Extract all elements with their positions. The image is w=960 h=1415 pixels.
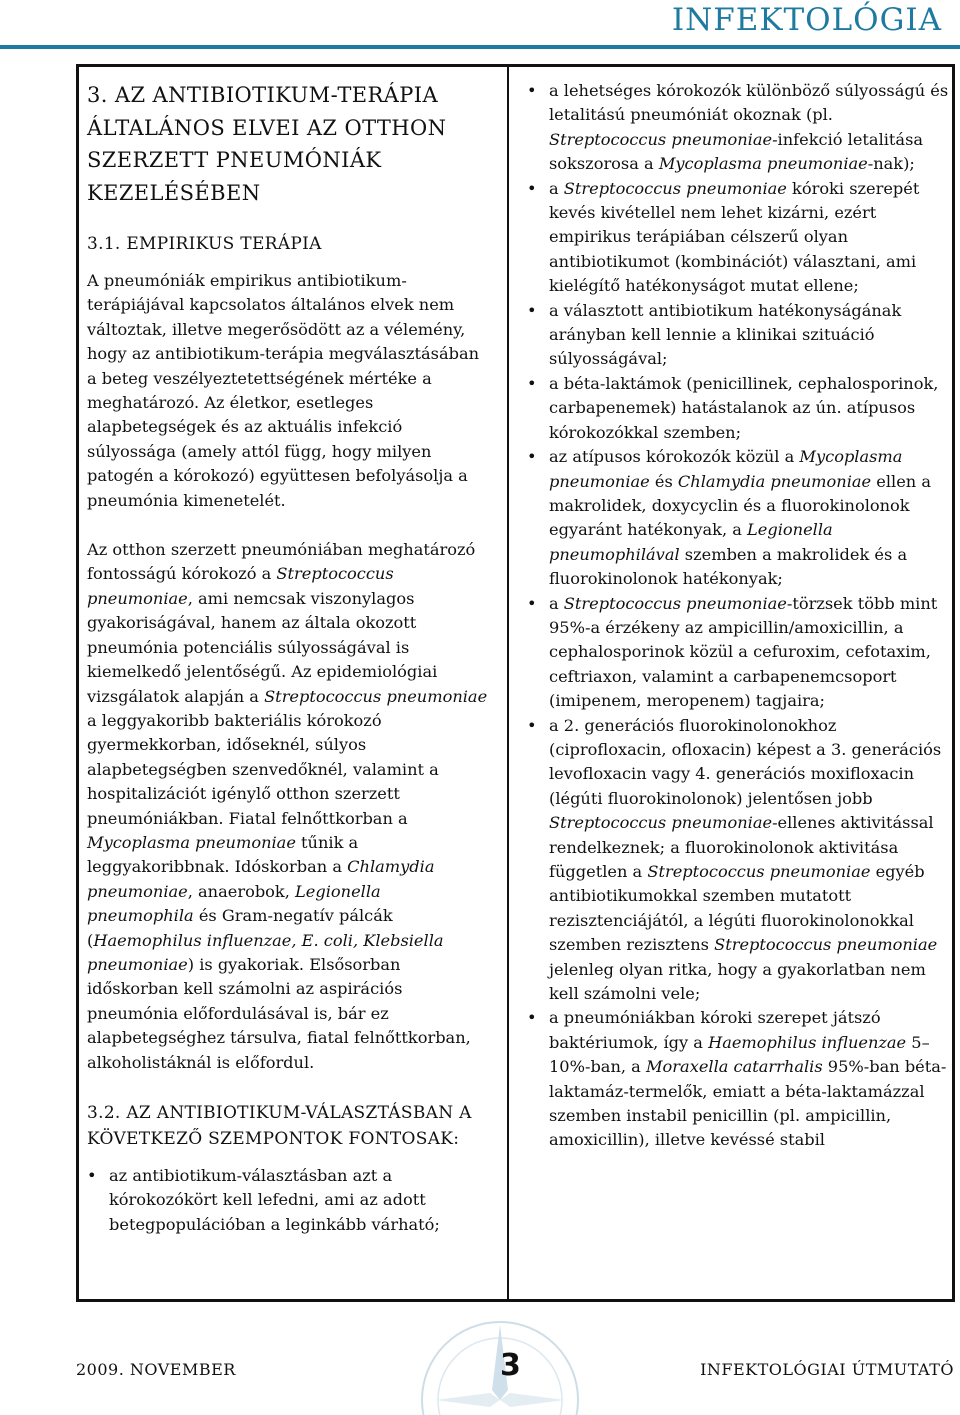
italic-run: Streptococcus pneumoniae [647,862,871,881]
italic-run: Legionella pneumophila [87,881,381,926]
footer-guide: INFEKTOLÓGIAI ÚTMUTATÓ [700,1360,954,1379]
text-run: a [549,178,564,198]
bullet-item [527,445,951,591]
text-run: -ellenes aktivitással rendelkeznek; a fluorokinolonok aktivitása független a [549,813,934,881]
bullet-list-right [527,79,951,1153]
paragraph-1: A pneumóniák empirikus antibiotikum-terápiájával kapcsolatos általános elvek nem változtak, illetve megerősödött az a vélemény, hogy az antibiotikum-terápia megválasztásában a beteg veszélyeztetettségének mértéke a meghatározó. Az életkor, esetleges alapbetegségek és az aktuális infekció súlyossága (amely attól függ, hogy milyen patogén a kórokozó) együttesen befolyásolja a pneumónia kimenetelét. [87,271,480,510]
text-run: jelenleg olyan ritka, hogy a gyakorlatban nem kell számolni vele; [549,959,926,1004]
text-run: és Gram-negatív pálcák ( [87,906,393,950]
italic-run: Streptococcus pneumoniae [563,178,787,198]
paragraph-2 [87,538,492,1075]
subsection-title: 3.1. EMPIRIKUS TERÁPIA [87,234,322,254]
italic-run: Streptococcus pneumoniae [549,813,773,833]
text-run: az atípusos kórokozók közül a [549,447,800,467]
right-column [527,67,951,1153]
italic-run: Streptococcus pneumoniae [264,686,488,706]
text-run: ) is gyakoriak. Elsősorban időskorban kell számolni az aspirációs pneumónia előfordulásával is, bár ez alapbetegséghez társulva, fiatal felnőttkorban, alkoholistáknál is előfordul. [87,954,471,1072]
text-run: a 2. generációs fluorokinolonokhoz (ciprofloxacin, ofloxacin) képest a 3. generációs levofloxacin vagy 4. generációs moxifloxacin (légúti fluorokinolonok) jelentősen jobb [549,715,942,808]
italic-run: Mycoplasma pneumoniae [549,447,903,491]
text-run: egyéb antibiotikumokkal szemben mutatott rezisztenciájától, a légúti fluorokinolonokkal szemben rezisztens [549,862,925,955]
text-run: , anaerobok, [187,881,296,901]
bullet-list-left [87,1164,492,1237]
text-run: kóroki szerepét kevés kivétellel nem lehet kizárni, ezért empirikus terápiában célszerű olyan antibiotikumot (kombinációt) választani, ami kielégítő hatékonyságot mutat ellene; [549,178,920,296]
header-title: INFEKTOLÓGIA [671,2,942,38]
text-run: az antibiotikum-választásban azt a kórokozókört kell lefedni, ami az adott betegpopulációban a leginkább várható; [109,1166,440,1234]
italic-run: Streptococcus pneumoniae [563,593,787,613]
text-run: , ami nemcsak viszonylagos gyakoriságával, hanem az általa okozott pneumónia potenciális súlyosságával is kiemelkedő jelentőségű. Az epidemiológiai vizsgálatok alapján a [87,588,438,706]
bullet-item [527,1006,951,1152]
text-run: és [649,471,678,491]
bullet-item [527,299,951,372]
italic-run: Streptococcus pneumoniae [714,935,938,955]
bullet-item [527,592,951,714]
bullet-item [87,1164,492,1237]
bullet-item [527,714,951,1007]
column-divider [507,67,509,1299]
bullet-item [527,79,951,177]
content-frame [76,64,955,1302]
italic-run: Haemophilus influenzae, E. coli, Klebsiella pneumoniae [87,930,444,974]
text-run: 95%-ban béta-laktamáz-termelők, emiatt a béta-laktamázzal szemben instabil penicillin (pl. ampicillin, amoxicillin), illetve kevéssé stabil [549,1057,947,1150]
text-run: a lehetséges kórokozók különböző súlyosságú és letalitású pneumóniát okoznak (pl. [549,81,949,125]
section-title: 3. AZ ANTIBIOTIKUM-TERÁPIA ÁLTALÁNOS ELVEI AZ OTTHON SZERZETT PNEUMÓNIÁK KEZELÉSÉBEN [87,83,447,205]
text-run: Az otthon szerzett pneumóniában meghatározó fontosságú kórokozó a [87,540,476,584]
header-rule [0,45,960,49]
text-run: -nak); [867,154,915,174]
footer-date: 2009. NOVEMBER [76,1360,236,1379]
italic-run: Mycoplasma pneumoniae [658,154,868,174]
italic-run: Chlamydia pneumoniae [87,857,435,901]
bullet-item [527,177,951,299]
text-run: 5–10%-ban, a [549,1032,930,1077]
italic-run: Legionella pneumophilával [549,520,833,564]
bullet-item [527,372,951,445]
text-run: ellen a makrolidek, doxycyclin és a fluorokinolonok egyaránt hatékonyak, a [549,471,932,540]
text-run: -infekció letalitása sokszorosa a [549,129,924,174]
italic-run: Streptococcus pneumoniae [549,129,773,149]
text-run: a választott antibiotikum hatékonyságának arányban kell lennie a klinikai szituáció súlyosságával; [549,300,902,369]
text-run: a béta-laktámok (penicillinek, cephalosporinok, carbapenemek) hatástalanok az ún. atípusos kórokozókkal szemben; [549,373,939,442]
italic-run: Mycoplasma pneumoniae [87,832,296,852]
italic-run: Chlamydia pneumoniae [677,471,872,491]
text-run: a leggyakoribb bakteriális kórokozó gyermekkorban, időseknél, súlyos alapbetegségben szenvedőknél, valamint a hospitalizációt igénylő otthon szerzett pneumóniákban. Fiatal felnőttkorban a [87,710,439,828]
italic-run: Haemophilus influenzae [708,1032,907,1052]
text-run: a pneumóniákban kóroki szerepet játszó baktériumok, így a [549,1008,881,1052]
left-column [87,67,492,1237]
text-run: szemben a makrolidek és a fluorokinolonok hatékonyak; [549,544,908,589]
text-run: -törzsek több mint 95%-a érzékeny az ampicillin/amoxicillin, a cephalosporinok közül a cefuroxim, cefotaxim, ceftriaxon, valamint a carbapenemcsoport (imipenem, meropenem) tagjaira; [549,593,938,711]
subsection-title-2: 3.2. AZ ANTIBIOTIKUM-VÁLASZTÁSBAN A KÖVETKEZŐ SZEMPONTOK FONTOSAK: [87,1103,472,1149]
italic-run: Moraxella catarrhalis [645,1057,823,1077]
page-number: 3 [500,1348,521,1383]
text-run: a [549,593,564,613]
italic-run: Streptococcus pneumoniae [87,564,394,608]
text-run: tűnik a leggyakoribbnak. Idóskorban a [87,832,359,877]
